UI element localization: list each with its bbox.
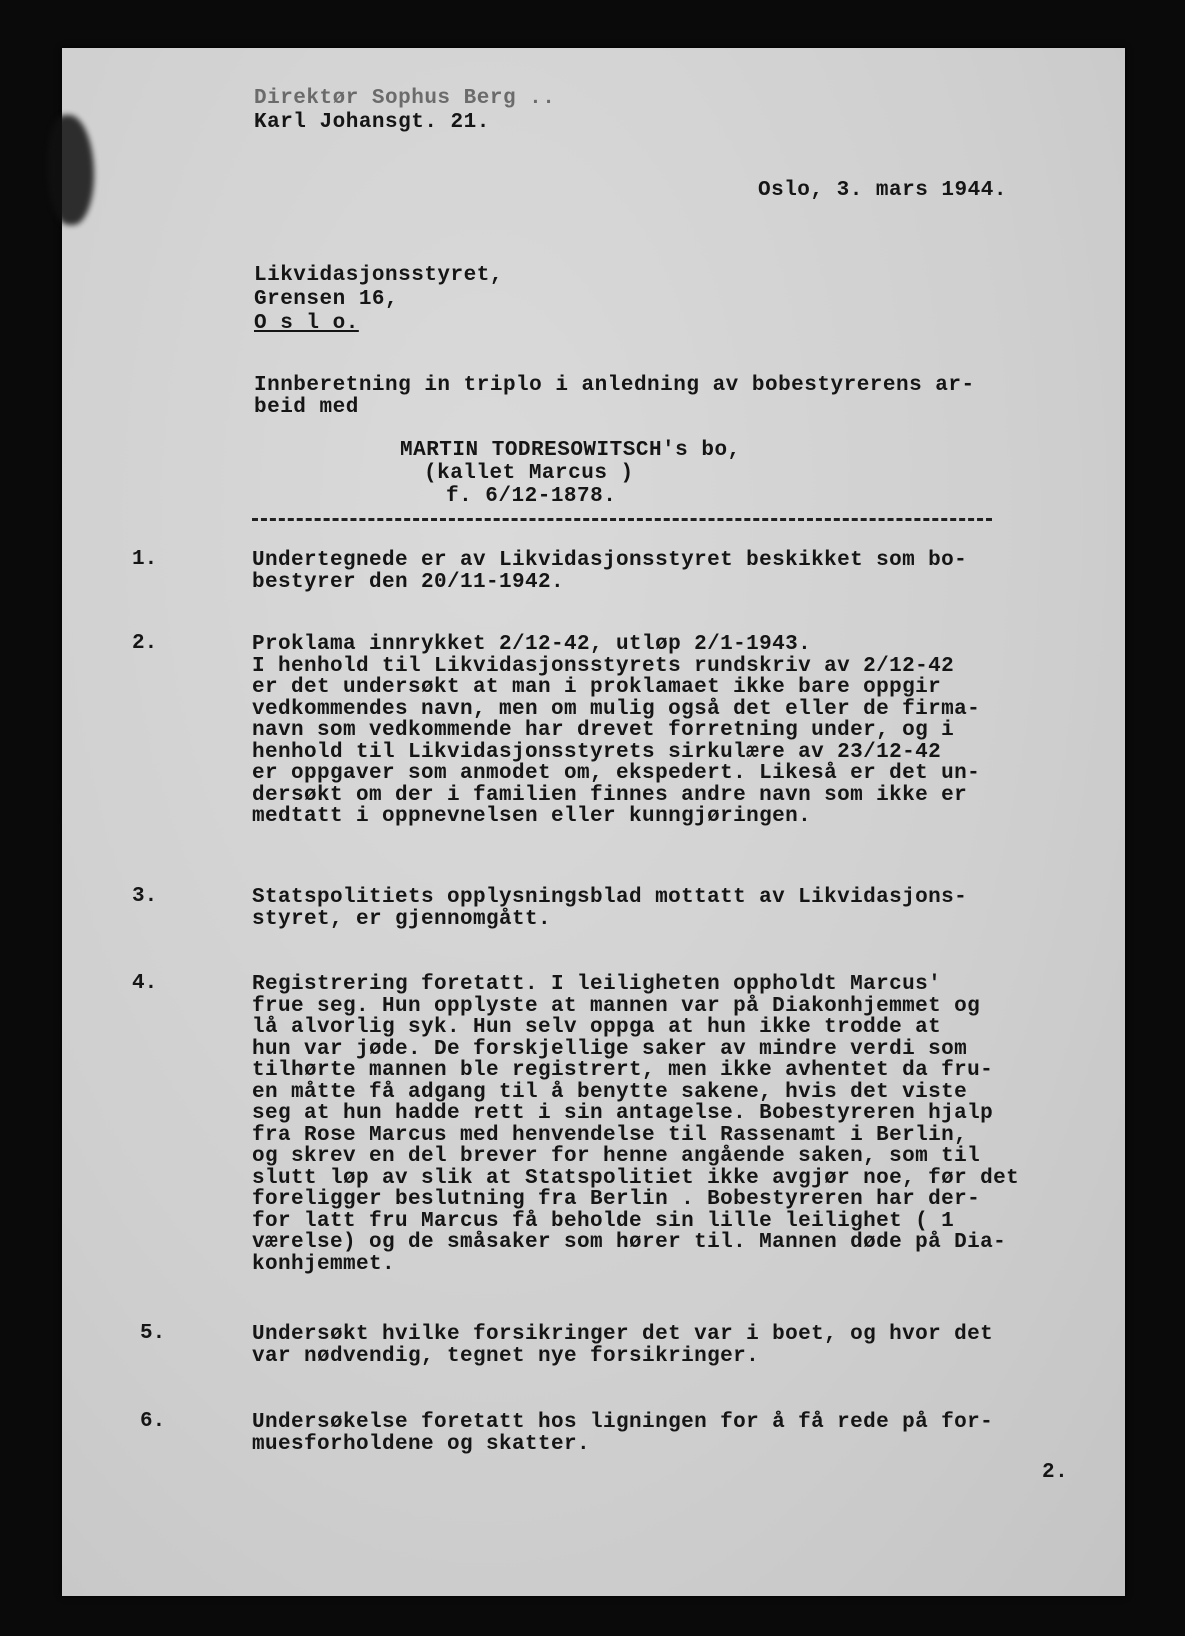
recipient-line-3: O s l o. [254,312,359,335]
paragraph-line: medtatt i oppnevnelsen eller kunngjøringen. [252,805,812,828]
separator-line [252,518,992,521]
item-number: 3. [132,885,158,908]
paragraph-line: er det undersøkt at man i proklamaet ikke bare oppgir [252,676,942,699]
subject-line-2: beid med [254,396,359,419]
paragraph-line: værelse) og de småsaker som hører til. Mannen døde på Dia- [252,1231,1007,1254]
paragraph-line: seg at hun hadde rett i sin antagelse. Bobestyreren hjalp [252,1102,994,1125]
item-number: 1. [132,548,158,571]
item-paragraph [252,1412,993,1455]
item-number: 6. [140,1410,166,1433]
item-number: 2. [132,632,158,655]
paragraph-line: slutt løp av slik at Statspolitiet ikke avgjør noe, før det [252,1166,1020,1190]
recipient-line-2: Grensen 16, [254,288,399,311]
item-paragraph [252,550,967,593]
item-number: 5. [140,1322,166,1345]
paragraph-line: for latt fru Marcus få beholde sin lille leilighet ( 1 [252,1209,955,1233]
paragraph-line: lå alvorlig syk. Hun selv oppga at hun ikke trodde at [252,1016,942,1039]
paragraph-line: styret, er gjennomgått. [252,907,552,931]
paragraph-line: frue seg. Hun opplyste at mannen var på Diakonhjemmet og [252,994,981,1018]
paragraph-line: vedkommendes navn, men om mulig også det eller de firma- [252,697,981,721]
item-paragraph [252,1324,993,1367]
paragraph-line: Statspolitiets opplysningsblad mottatt av Likvidasjons- [252,886,968,909]
paragraph-line: Proklama innrykket 2/12-42, utløp 2/1-1943. [252,633,812,656]
paragraph-line: foreligger beslutning fra Berlin . Bobestyreren har der- [252,1188,981,1211]
paragraph-line: konhjemmet. [252,1252,396,1276]
recipient-line-1: Likvidasjonsstyret, [254,264,503,287]
estate-name: MARTIN TODRESOWITSCH's bo, [400,439,741,462]
item-paragraph [252,634,980,828]
page-continuation-number: 2. [1042,1461,1069,1484]
paragraph-line: var nødvendig, tegnet nye forsikringer. [252,1344,760,1368]
paragraph-line: Undertegnede er av Likvidasjonsstyret beskikket som bo- [252,549,968,572]
paragraph-line: bestyrer den 20/11-1942. [252,570,565,594]
paragraph-line: navn som vedkommende har drevet forretning under, og i [252,719,955,742]
paragraph-line: Undersøkt hvilke forsikringer det var i boet, og hvor det [252,1323,994,1346]
paragraph-line: henhold til Likvidasjonsstyrets sirkulære av 23/12-42 [252,740,942,764]
paragraph-line: hun var jøde. De forskjellige saker av mindre verdi som [252,1037,968,1061]
paragraph-line: er oppgaver som anmodet om, ekspedert. Likeså er det un- [252,762,981,785]
paragraph-line: en måtte få adgang til å benytte sakene, hvis det viste [252,1080,968,1104]
paragraph-line: tilhørte mannen ble registrert, men ikke avhentet da fru- [252,1059,994,1082]
subject-line-1: Innberetning in triplo i anledning av bobestyrerens ar- [254,374,975,397]
item-paragraph [252,887,967,930]
paragraph-line: Registrering foretatt. I leiligheten oppholdt Marcus' [252,973,942,996]
estate-alias: (kallet Marcus ) [424,462,634,485]
item-number: 4. [132,972,158,995]
paragraph-line: I henhold til Likvidasjonsstyrets rundskriv av 2/12-42 [252,654,955,678]
paragraph-line: og skrev en del brever for henne angående saken, som til [252,1145,981,1168]
item-paragraph [252,974,1019,1275]
letterhead-line-1: Direktør Sophus Berg .. [254,87,556,110]
paragraph-line: dersøkt om der i familien finnes andre navn som ikke er [252,783,968,807]
paragraph-line: Undersøkelse foretatt hos ligningen for å få rede på for- [252,1411,994,1434]
estate-birthdate: f. 6/12-1878. [446,485,617,508]
date-line: Oslo, 3. mars 1944. [758,179,1007,202]
paragraph-line: muesforholdene og skatter. [252,1432,591,1456]
letterhead-line-2: Karl Johansgt. 21. [254,111,490,134]
paragraph-line: fra Rose Marcus med henvendelse til Rassenamt i Berlin, [252,1123,968,1147]
